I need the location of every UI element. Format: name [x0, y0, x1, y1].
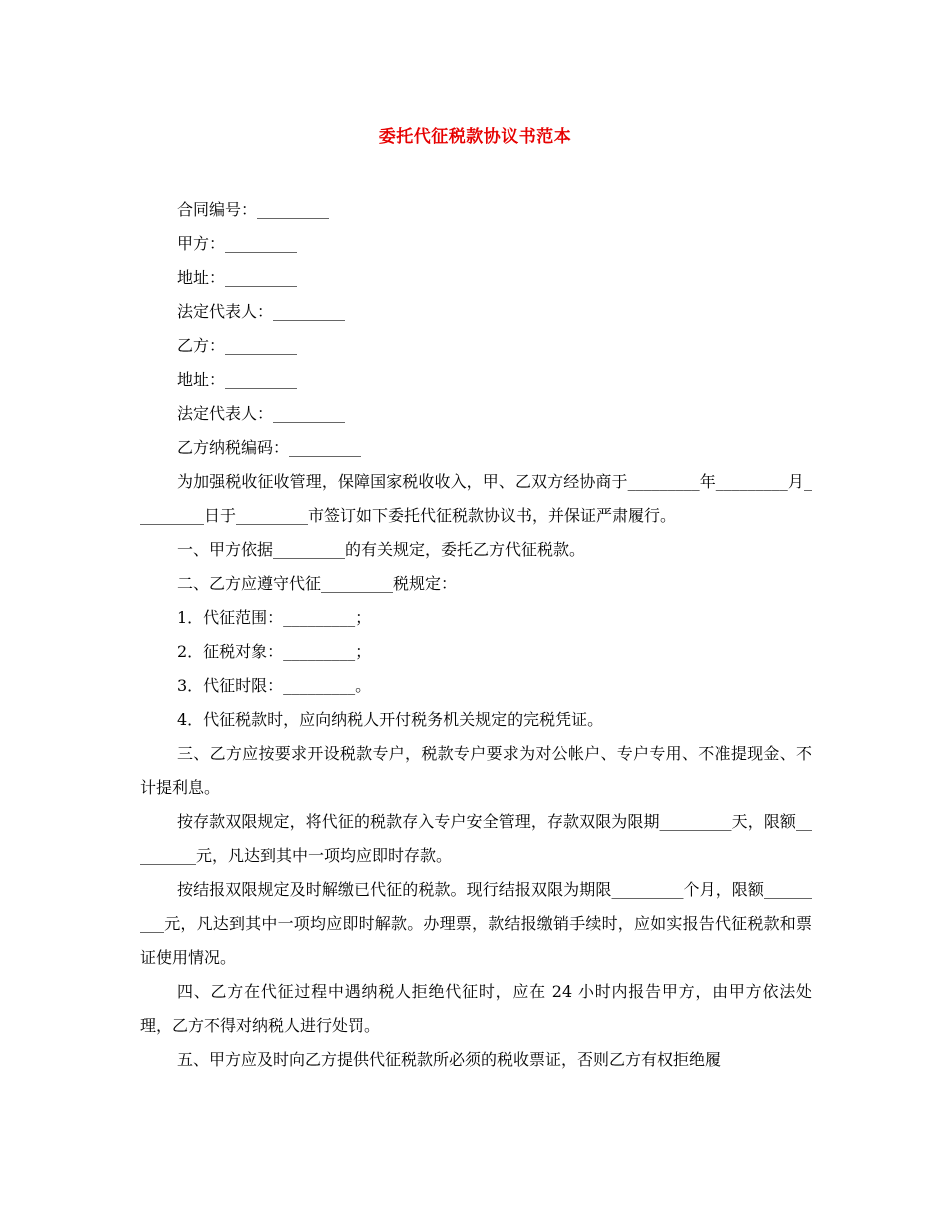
clause-one: 一、甲方依据_________的有关规定，委托乙方代征税款。	[177, 540, 586, 559]
party-a-address-line: 地址：_________	[177, 268, 298, 287]
party-b-tax-code-line: 乙方纳税编码：_________	[177, 438, 362, 457]
clause-two-item-4: 4．代征税款时，应向纳税人开付税务机关规定的完税凭证。	[177, 710, 604, 729]
document-title: 委托代征税款协议书范本	[378, 127, 572, 147]
deposit-limits-paragraph: 按存款双限规定，将代征的税款存入专户安全管理，存款双限为限期_________天，限额_________元，凡达到其中一项均应即时存款。	[140, 812, 812, 865]
clause-four: 四、乙方在代征过程中遇纳税人拒绝代征时，应在 24 小时内报告甲方，由甲方依法处理，乙方不得对纳税人进行处罚。	[140, 982, 812, 1035]
document-body	[140, 193, 812, 1077]
party-a-line: 甲方：_________	[177, 234, 298, 253]
settlement-limits-paragraph: 按结报双限规定及时解缴已代征的税款。现行结报双限为期限_________个月，限额_________元，凡达到其中一项均应即时解款。办理票，款结报缴销手续时，应如实报告代征税款和票证使用情况。	[140, 880, 812, 967]
clause-two: 二、乙方应遵守代征_________税规定：	[177, 574, 458, 593]
clause-five: 五、甲方应及时向乙方提供代征税款所必须的税收票证，否则乙方有权拒绝履	[177, 1050, 722, 1069]
clause-two-item-1: 1．代征范围：_________；	[177, 608, 372, 627]
clause-two-item-3: 3．代征时限：_________。	[177, 676, 372, 695]
party-b-address-line: 地址：_________	[177, 370, 298, 389]
party-a-legal-rep-line: 法定代表人：_________	[177, 302, 346, 321]
contract-number-line: 合同编号：_________	[177, 200, 330, 219]
party-b-line: 乙方：_________	[177, 336, 298, 355]
preamble-paragraph: 为加强税收征收管理，保障国家税收收入，甲、乙双方经协商于_________年_________月_________日于_________市签订如下委托代征税款协议书，并保证严肃履行。	[140, 472, 812, 525]
party-b-legal-rep-line: 法定代表人：_________	[177, 404, 346, 423]
clause-two-item-2: 2．征税对象：_________；	[177, 642, 372, 661]
clause-three: 三、乙方应按要求开设税款专户，税款专户要求为对公帐户、专户专用、不准提现金、不计提利息。	[140, 744, 812, 797]
